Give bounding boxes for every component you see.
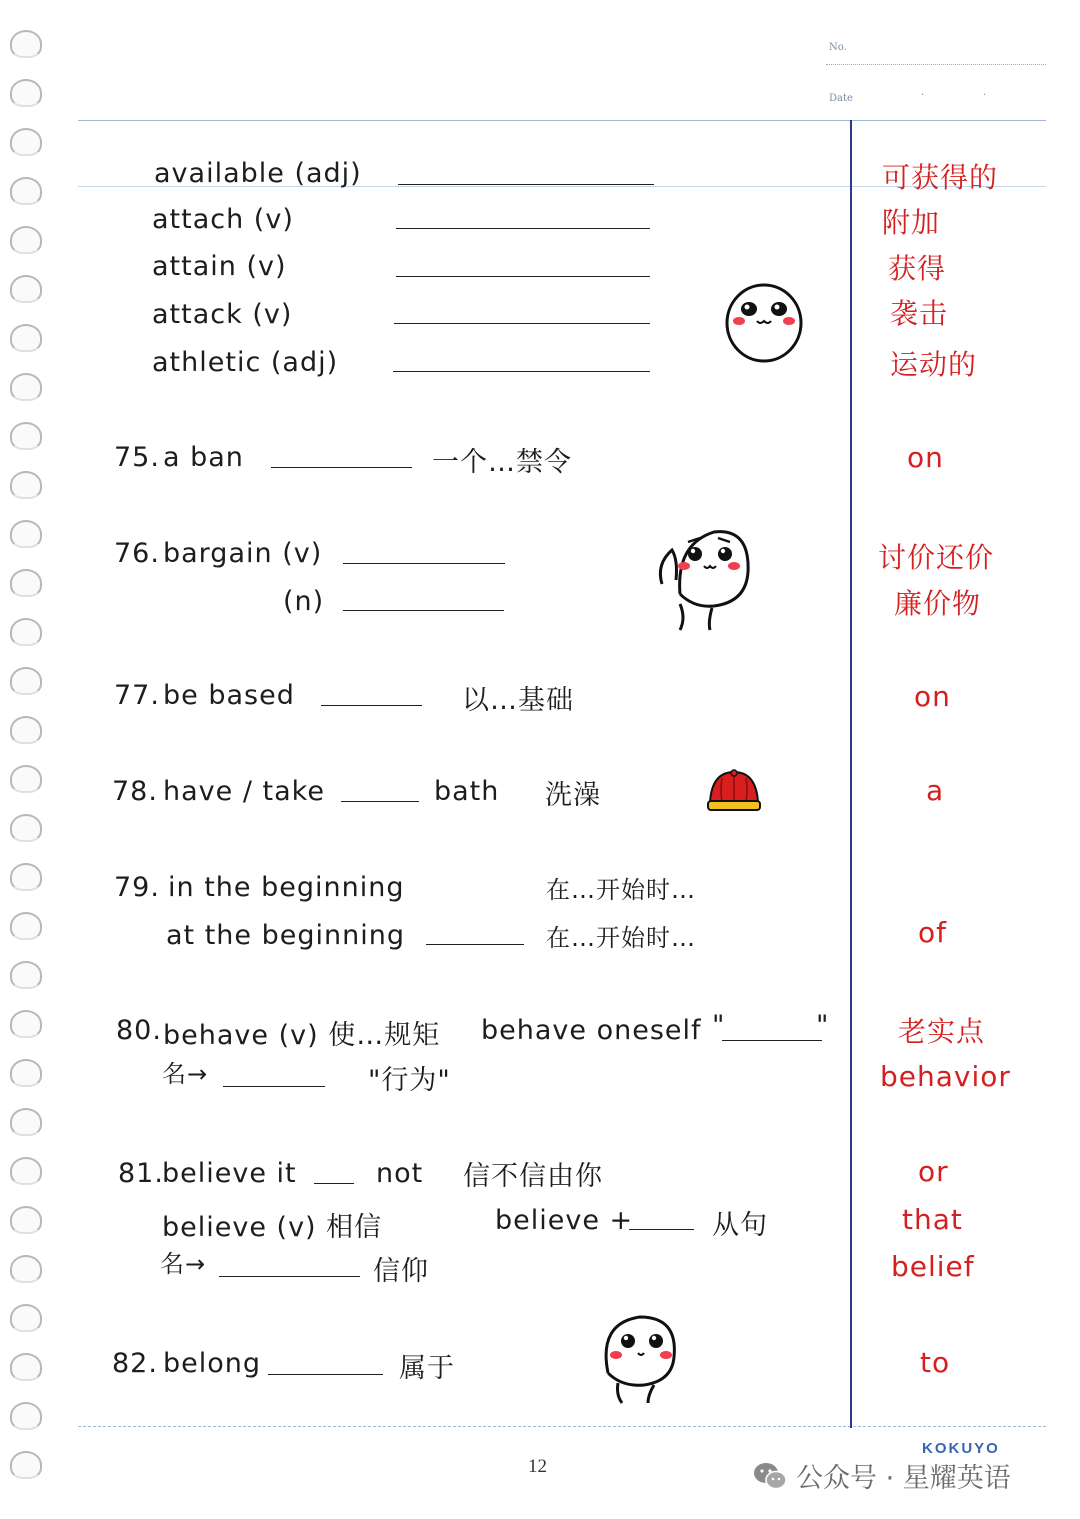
binder-ring — [10, 814, 42, 842]
entry-79-phrase: in the beginning — [168, 872, 405, 903]
entry-79-answer: of — [918, 916, 947, 949]
entry-77-number: 77. — [114, 680, 160, 711]
binder-ring — [10, 618, 42, 646]
entry-81-answer3: belief — [891, 1250, 975, 1283]
entry-82-blank — [268, 1374, 383, 1375]
binder-ring — [10, 324, 42, 352]
entry-81-answer1: or — [918, 1155, 949, 1188]
binder-ring — [10, 128, 42, 156]
blank-available — [398, 184, 654, 185]
entry-80-arrow: 名→ — [162, 1060, 209, 1088]
entry-79-meaning2: 在…开始时… — [546, 924, 696, 952]
binder-ring — [10, 373, 42, 401]
top-rule-line — [78, 120, 1046, 121]
word-available: available (adj) — [154, 158, 362, 189]
answer-attain: 获得 — [888, 252, 947, 285]
entry-76-blank-n — [343, 610, 504, 611]
binder-ring — [10, 177, 42, 205]
entry-81-answer2: that — [902, 1203, 963, 1236]
entry-78-meaning: 洗澡 — [545, 780, 601, 811]
no-label: No. — [829, 42, 847, 53]
answer-attach: 附加 — [882, 206, 941, 239]
margin-line — [850, 120, 852, 1428]
wechat-icon — [752, 1461, 788, 1491]
entry-81-arrow: 名→ — [160, 1250, 207, 1278]
entry-79-blank — [426, 944, 524, 945]
binder-ring — [10, 275, 42, 303]
binder-ring — [10, 1451, 42, 1479]
entry-76-phrase: bargain (v) — [163, 538, 323, 569]
entry-81-meaning4: 信仰 — [373, 1256, 429, 1287]
word-attach: attach (v) — [152, 204, 294, 235]
entry-79-number: 79. — [114, 872, 160, 903]
entry-75-meaning: 一个…禁令 — [432, 447, 572, 478]
entry-80-number: 80. — [116, 1015, 162, 1046]
entry-82-answer: to — [920, 1346, 951, 1379]
entry-80-quote-close: " — [816, 1010, 830, 1041]
word-attack: attack (v) — [152, 299, 293, 330]
binder-ring — [10, 1108, 42, 1136]
binder-ring — [10, 961, 42, 989]
entry-75-phrase: a ban — [163, 442, 244, 473]
binder-ring — [10, 471, 42, 499]
entry-81-phrase: believe it — [162, 1158, 297, 1189]
entry-77-answer: on — [914, 680, 951, 713]
entry-76-noun-label: (n) — [283, 586, 325, 617]
entry-82-number: 82. — [112, 1348, 158, 1379]
no-dotted-line — [826, 64, 1046, 65]
page-number: 12 — [528, 1456, 547, 1477]
blank-attain — [396, 276, 650, 277]
entry-79-phrase2: at the beginning — [166, 920, 405, 951]
blank-attach — [396, 228, 650, 229]
entry-80-answer1: 老实点 — [898, 1015, 986, 1048]
entry-81-meaning3: 从句 — [712, 1210, 768, 1241]
entry-75-answer: on — [907, 441, 944, 474]
binder-ring — [10, 863, 42, 891]
entry-80-phrase: behave (v) 使…规矩 — [163, 1020, 441, 1051]
word-attain: attain (v) — [152, 251, 287, 282]
entry-78-number: 78. — [112, 776, 158, 807]
watermark — [752, 1456, 1011, 1495]
entry-81-blank3 — [219, 1276, 360, 1277]
blank-attack — [394, 323, 650, 324]
entry-77-phrase: be based — [163, 680, 295, 711]
entry-82-meaning: 属于 — [399, 1353, 455, 1384]
entry-76-answer-n: 廉价物 — [894, 587, 982, 620]
binder-ring — [10, 569, 42, 597]
entry-81-blank1 — [314, 1183, 354, 1184]
answer-athletic: 运动的 — [890, 348, 978, 381]
binder-ring — [10, 1010, 42, 1038]
entry-78-phrase: have / take — [163, 776, 325, 807]
entry-78-phrase2: bath — [434, 776, 500, 807]
entry-80-meaning: "行为" — [368, 1065, 451, 1096]
watermark-text: 公众号 · 星耀英语 — [796, 1463, 1011, 1494]
date-dot-2: · — [983, 90, 987, 101]
entry-80-phrase2: behave oneself — [481, 1015, 702, 1046]
entry-80-quote-open: " — [712, 1010, 726, 1041]
entry-75-blank — [271, 467, 412, 468]
entry-81-meaning1: 信不信由你 — [463, 1161, 603, 1192]
entry-82-phrase: belong — [163, 1348, 262, 1379]
binder-ring — [10, 1206, 42, 1234]
binder-ring — [10, 79, 42, 107]
entry-80-blank1 — [722, 1040, 822, 1041]
entry-78-answer: a — [926, 774, 945, 807]
answer-available: 可获得的 — [882, 161, 999, 194]
binder-ring — [10, 422, 42, 450]
binder-ring — [10, 667, 42, 695]
entry-78-blank — [341, 801, 419, 802]
entry-75-number: 75. — [114, 442, 160, 473]
binder-ring — [10, 912, 42, 940]
entry-80-answer2: behavior — [880, 1060, 1011, 1093]
entry-81-number: 81. — [118, 1158, 164, 1189]
bottom-rule-line — [78, 1426, 1046, 1427]
binder-ring — [10, 1059, 42, 1087]
date-label: Date — [829, 93, 853, 104]
binder-ring — [10, 520, 42, 548]
cute-face-sticker — [724, 283, 804, 363]
date-dot-1: · — [921, 90, 925, 101]
entry-76-answer-v: 讨价还价 — [878, 541, 995, 574]
binder-ring — [10, 1157, 42, 1185]
binder-ring — [10, 1304, 42, 1332]
binder-ring — [10, 30, 42, 58]
binder-ring — [10, 1402, 42, 1430]
entry-76-number: 76. — [114, 538, 160, 569]
binder-ring — [10, 1255, 42, 1283]
binder-ring — [10, 226, 42, 254]
entry-81-blank2 — [629, 1229, 694, 1230]
standing-face-sticker — [598, 1313, 680, 1405]
binder-ring — [10, 765, 42, 793]
entry-76-blank-v — [343, 563, 505, 564]
entry-81-phrase2: believe (v) 相信 — [162, 1212, 383, 1243]
entry-80-blank2 — [223, 1086, 325, 1087]
binder-ring — [10, 716, 42, 744]
blank-athletic — [393, 371, 650, 372]
entry-77-blank — [321, 705, 422, 706]
entry-81-phrase-b: not — [376, 1158, 424, 1189]
entry-79-meaning1: 在…开始时… — [546, 876, 696, 904]
entry-81-phrase3: believe + — [495, 1205, 634, 1236]
red-hat-sticker — [706, 768, 762, 814]
word-athletic: athletic (adj) — [152, 347, 339, 378]
entry-77-meaning: 以…基础 — [462, 685, 574, 716]
thinking-face-sticker — [650, 524, 750, 634]
answer-attack: 袭击 — [890, 297, 949, 330]
brand-logo: KOKUYO — [922, 1440, 1000, 1457]
binder-ring — [10, 1353, 42, 1381]
